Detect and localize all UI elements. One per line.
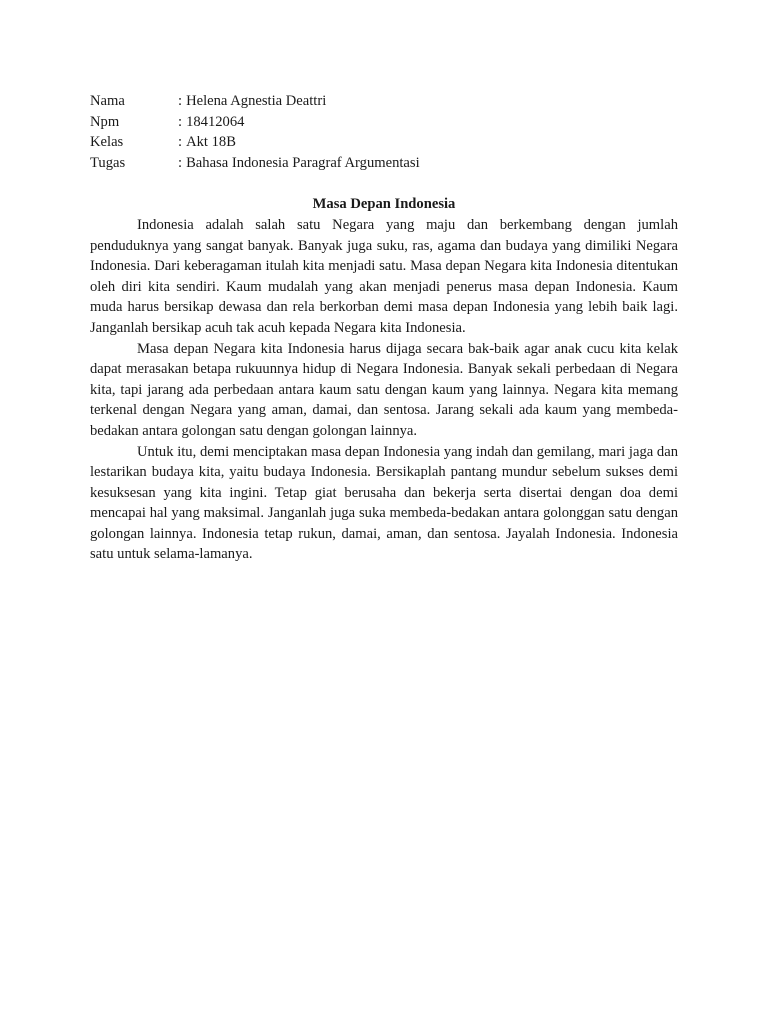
student-info-table	[90, 91, 678, 173]
info-value-tugas: Bahasa Indonesia Paragraf Argumentasi	[186, 154, 420, 171]
info-separator: :	[178, 93, 183, 109]
info-label-kelas: Kelas	[90, 134, 124, 151]
info-separator: :	[178, 134, 183, 151]
info-separator: :	[178, 154, 183, 171]
info-value-nama: Helena Agnestia Deattri	[186, 93, 327, 109]
info-label-nama: Nama	[90, 93, 125, 109]
document-title: Masa Depan Indonesia	[312, 196, 456, 213]
body-paragraph-2: Masa depan Negara kita Indonesia harus dijaga secara bak-baik agar anak cucu kita kelak dapat merasakan betapa rukuunnya hidup di Negara Indonesia. Banyak sekali perbedaan di Negara kita, tapi jarang ada perbedaan antara kaum satu dengan kaum yang lainnya. Negara kita memang terkenal dengan Negara yang aman, damai, dan sentosa. Jarang sekali ada kaum yang membeda-bedakan antara golongan satu dengan golongan lainnya.	[90, 340, 678, 439]
info-value-npm: 18412064	[186, 113, 245, 130]
info-label-npm: Npm	[90, 113, 120, 130]
info-value-kelas: Akt 18B	[186, 134, 236, 151]
document-page	[90, 91, 678, 565]
body-paragraph-3: Untuk itu, demi menciptakan masa depan Indonesia yang indah dan gemilang, mari jaga dan lestarikan budaya kita, yaitu budaya Indonesia. Bersikaplah pantang mundur sebelum sukses demi kesuksesan yang kita ingini. Tetap giat berusaha dan bekerja serta disertai dengan doa demi mencapai hal yang maksimal. Janganlah juga suka membeda-bedakan antara golonggan satu dengan golongan lainnya. Indonesia tetap rukun, damai, aman, dan sentosa. Jayalah Indonesia. Indonesia satu untuk selama-lamanya.	[90, 443, 678, 563]
body-paragraph-1: Indonesia adalah salah satu Negara yang maju dan berkembang dengan jumlah penduduknya yang sangat banyak. Banyak juga suku, ras, agama dan budaya yang dimiliki Negara Indonesia. Dari keberagaman itulah kita menjadi satu. Masa depan Negara kita Indonesia ditentukan oleh diri kita sendiri. Kaum mudalah yang akan menjadi penerus masa depan Indonesia. Kaum muda harus bersikap dewasa dan rela berkorban demi masa depan Indonesia yang lebih baik lagi. Janganlah bersikap acuh tak acuh kepada Negara kita Indonesia.	[90, 216, 678, 336]
info-row-npm	[90, 112, 678, 133]
info-label-tugas: Tugas	[90, 154, 126, 171]
info-separator: :	[178, 113, 183, 130]
info-row-nama	[90, 91, 678, 112]
info-row-tugas	[90, 153, 678, 174]
info-row-kelas	[90, 132, 678, 153]
